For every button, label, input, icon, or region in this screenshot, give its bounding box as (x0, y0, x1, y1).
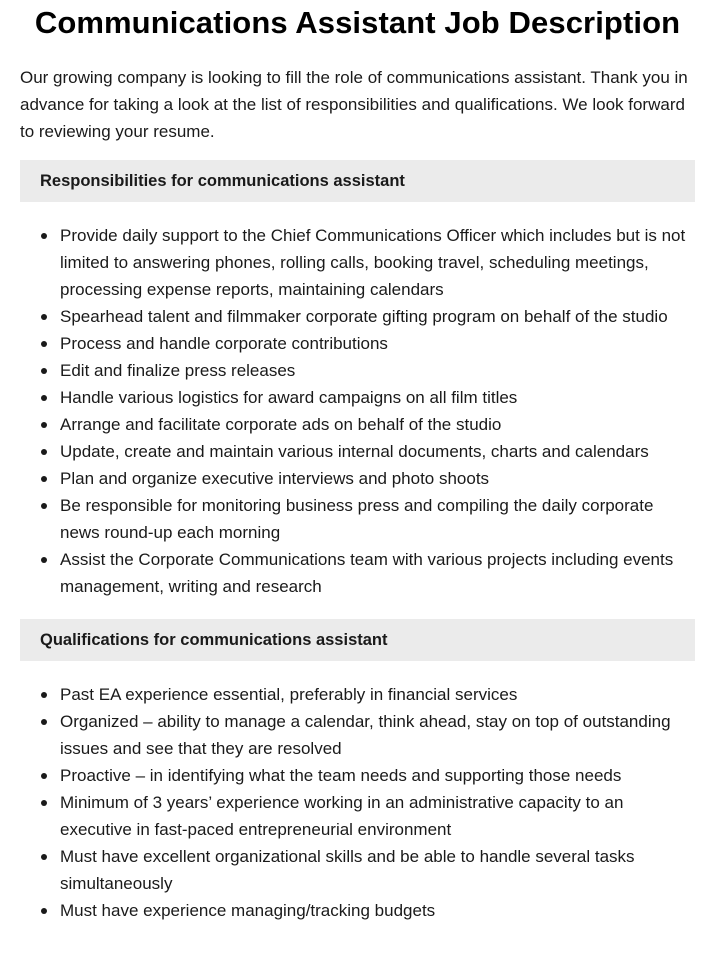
responsibility-item (20, 492, 695, 546)
responsibility-item (20, 330, 695, 357)
bullet-icon (41, 395, 47, 401)
bullet-icon (41, 476, 47, 482)
qualification-item (20, 843, 695, 897)
responsibilities-heading: Responsibilities for communications assistant (20, 160, 695, 202)
qualification-text: Proactive – in identifying what the team needs and supporting those needs (60, 766, 622, 785)
bullet-icon (41, 368, 47, 374)
responsibility-text: Handle various logistics for award campaigns on all film titles (60, 388, 518, 407)
page-title: Communications Assistant Job Description (34, 5, 681, 40)
bullet-icon (41, 557, 47, 563)
responsibility-text: Be responsible for monitoring business press and compiling the daily corporate news round-up each morning (60, 496, 654, 542)
qualification-item (20, 708, 695, 762)
bullet-icon (41, 908, 47, 914)
responsibility-text: Plan and organize executive interviews and photo shoots (60, 469, 490, 488)
responsibility-text: Process and handle corporate contributions (60, 334, 388, 353)
responsibility-item (20, 303, 695, 330)
responsibility-text: Assist the Corporate Communications team with various projects including events management, writing and research (60, 550, 674, 596)
qualification-text: Organized – ability to manage a calendar, think ahead, stay on top of outstanding issues and see that they are resolved (60, 712, 671, 758)
bullet-icon (41, 341, 47, 347)
qualification-item (20, 762, 695, 789)
responsibility-text: Update, create and maintain various internal documents, charts and calendars (60, 442, 649, 461)
qualification-text: Must have excellent organizational skills and be able to handle several tasks simultaneously (60, 847, 635, 893)
responsibility-item (20, 465, 695, 492)
qualification-item (20, 681, 695, 708)
bullet-icon (41, 719, 47, 725)
qualifications-heading: Qualifications for communications assistant (20, 619, 695, 661)
responsibility-text: Edit and finalize press releases (60, 361, 296, 380)
job-description-page (20, 0, 695, 924)
responsibility-text: Spearhead talent and filmmaker corporate gifting program on behalf of the studio (60, 307, 668, 326)
qualification-item (20, 897, 695, 924)
qualification-text: Minimum of 3 years’ experience working in an administrative capacity to an executive in fast-paced entrepreneurial environment (60, 793, 624, 839)
responsibilities-list (20, 222, 695, 600)
qualification-text: Must have experience managing/tracking budgets (60, 901, 436, 920)
responsibility-item (20, 438, 695, 465)
qualification-text: Past EA experience essential, preferably in financial services (60, 685, 518, 704)
bullet-icon (41, 233, 47, 239)
bullet-icon (41, 314, 47, 320)
responsibility-item (20, 411, 695, 438)
qualifications-list (20, 681, 695, 924)
qualification-item (20, 789, 695, 843)
responsibility-text: Provide daily support to the Chief Communications Officer which includes but is not limited to answering phones, rolling calls, booking travel, scheduling meetings, processing expense reports, maintaining calendars (60, 226, 686, 299)
bullet-icon (41, 422, 47, 428)
responsibility-item (20, 222, 695, 303)
responsibility-text: Arrange and facilitate corporate ads on behalf of the studio (60, 415, 502, 434)
responsibility-item (20, 384, 695, 411)
responsibility-item (20, 357, 695, 384)
intro-paragraph: Our growing company is looking to fill the role of communications assistant. Thank you in advance for taking a look at the list of responsibilities and qualifications. We look forward to reviewing your resume. (20, 68, 688, 141)
responsibility-item (20, 546, 695, 600)
bullet-icon (41, 800, 47, 806)
bullet-icon (41, 692, 47, 698)
bullet-icon (41, 854, 47, 860)
bullet-icon (41, 773, 47, 779)
bullet-icon (41, 449, 47, 455)
bullet-icon (41, 503, 47, 509)
